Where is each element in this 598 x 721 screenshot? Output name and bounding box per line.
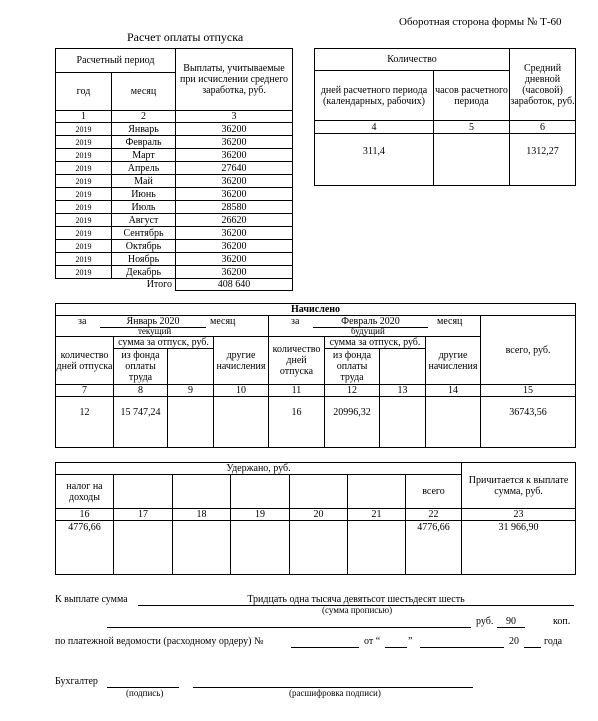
total-value: 408 640 [176,279,293,291]
col-number: 23 [462,509,576,521]
row-month: Март [112,149,176,162]
col-number: 13 [380,385,426,397]
row-year: 2019 [56,240,112,253]
row-month: Январь [112,123,176,136]
row-amount: 26620 [176,214,293,227]
payment-row [56,162,293,175]
month-line [420,636,504,648]
accrued-value [168,397,214,448]
statement-number-line [291,636,359,648]
next-month-cell [269,316,481,337]
statement-label: по платежной ведомости (расходному ордеру) № [55,636,264,647]
accrued-title: Начислено [56,304,576,316]
row-month: Июль [112,201,176,214]
row-year: 2019 [56,162,112,175]
accrued-value: 12 [56,397,114,448]
header-average: Средний дневной (часовой) заработок, руб. [510,49,576,121]
col-number: 14 [426,385,481,397]
row-year: 2019 [56,266,112,279]
withheld-value: 4776,66 [56,521,114,575]
payment-row [56,201,293,214]
row-year: 2019 [56,136,112,149]
accrued-value: 15 747,24 [114,397,168,448]
month-label: месяц [437,316,463,327]
days-value: 311,4 [315,134,434,186]
next-month: Февраль 2020 [313,316,428,328]
payments-table [55,48,293,291]
month-label: месяц [210,316,236,327]
row-month: Октябрь [112,240,176,253]
payment-row [56,227,293,240]
header-from-fund: из фонда оплаты труда [114,349,168,385]
withheld-value [348,521,406,575]
accrued-value: 20996,32 [325,397,380,448]
decode-caption: (расшифровка подписи) [289,688,381,698]
header-tax: налог на доходы [56,475,114,509]
col-number: 11 [269,385,325,397]
col-number: 17 [114,509,173,521]
signature-line [107,676,179,688]
words-caption: (сумма прописью) [322,605,393,615]
row-month: Май [112,175,176,188]
col-number: 10 [214,385,269,397]
accrued-value: 36743,56 [481,397,576,448]
kop-value: 90 [497,616,525,628]
row-amount: 36200 [176,123,293,136]
header-total: всего [406,475,462,509]
payment-row [56,188,293,201]
header-period: Расчетный период [56,49,176,73]
row-month: Февраль [112,136,176,149]
row-month: Сентябрь [112,227,176,240]
row-year: 2019 [56,253,112,266]
decode-line [193,676,473,688]
current-caption: текущий [138,326,172,336]
average-value: 1312,27 [510,134,576,186]
col-number: 19 [231,509,290,521]
header-sum-leave: сумма за отпуск, руб. [325,337,426,349]
header-total: всего, руб. [481,316,576,385]
signature-caption: (подпись) [126,688,164,698]
withheld-value: 4776,66 [406,521,462,575]
accrued-value [380,397,426,448]
payment-row [56,253,293,266]
row-year: 2019 [56,175,112,188]
current-month-cell [56,316,269,337]
from-label: от “ [364,636,381,647]
col-number: 5 [434,121,510,134]
col-number: 6 [510,121,576,134]
pay-label: К выплате сумма [55,594,128,605]
col-number: 3 [176,111,293,123]
row-month: Август [112,214,176,227]
row-amount: 36200 [176,227,293,240]
next-caption: будущий [351,326,385,336]
row-amount: 36200 [176,188,293,201]
row-month: Декабрь [112,266,176,279]
withheld-value [173,521,231,575]
row-year: 2019 [56,214,112,227]
row-amount: 27640 [176,162,293,175]
accountant-label: Бухгалтер [55,676,98,687]
payment-row [56,149,293,162]
row-amount: 36200 [176,175,293,188]
row-amount: 36200 [176,266,293,279]
za-label: за [291,316,300,327]
header-other: другие начисления [214,337,269,385]
quote-close: ” [408,636,413,647]
col-number: 15 [481,385,576,397]
words-continued-line [107,616,471,628]
withheld-value [231,521,290,575]
row-amount: 28580 [176,201,293,214]
col-number: 21 [348,509,406,521]
total-label: Итого [146,279,173,291]
row-amount: 36200 [176,240,293,253]
withheld-table [55,462,576,575]
accrued-value: 16 [269,397,325,448]
accrued-table [55,303,576,448]
header-from-fund: из фонда оплаты труда [325,349,380,385]
row-month: Июнь [112,188,176,201]
year-prefix: 20 [509,636,519,647]
withheld-value [114,521,173,575]
za-label: за [78,316,87,327]
col-number: 1 [56,111,112,123]
payment-row [56,136,293,149]
payment-row [56,240,293,253]
col-number: 9 [168,385,214,397]
header-year: год [56,73,112,111]
payment-row [56,123,293,136]
header-quantity: Количество [315,49,510,71]
col-number: 7 [56,385,114,397]
header-month: месяц [112,73,176,111]
header-payable: Причитается к выплате сумма, руб. [462,463,576,509]
col-number: 2 [112,111,176,123]
rub-label: руб. [476,616,494,627]
row-year: 2019 [56,201,112,214]
row-amount: 36200 [176,136,293,149]
header-days: дней расчетного периода (календарных, рабочих) [315,71,434,121]
year-label: года [544,636,563,647]
col-number: 18 [173,509,231,521]
header-days: количество дней отпуска [269,337,325,385]
withheld-value: 31 966,90 [462,521,576,575]
payment-row [56,175,293,188]
row-amount: 36200 [176,149,293,162]
header-days-leave: количество дней отпуска [56,337,114,385]
header-sum-leave: сумма за отпуск, руб. [114,337,214,349]
accrued-value [426,397,481,448]
col-number: 8 [114,385,168,397]
day-line [385,636,407,648]
withheld-title: Удержано, руб. [56,463,462,475]
row-month: Ноябрь [112,253,176,266]
form-reference: Оборотная сторона формы № Т-60 [399,16,562,28]
current-month: Январь 2020 [100,316,206,328]
col-number: 4 [315,121,434,134]
col-number: 16 [56,509,114,521]
average-earnings-table [314,48,576,186]
col-number: 20 [290,509,348,521]
year-line [524,636,541,648]
col-number: 12 [325,385,380,397]
row-year: 2019 [56,149,112,162]
amount-words: Тридцать одна тысяча девятьсот шестьдесят шесть [138,594,574,606]
withheld-value [290,521,348,575]
row-year: 2019 [56,188,112,201]
row-year: 2019 [56,123,112,136]
row-year: 2019 [56,227,112,240]
row-amount: 36200 [176,253,293,266]
hours-value [434,134,510,186]
payment-row [56,266,293,279]
header-payments: Выплаты, учитываемые при исчислении среднего заработка, руб. [176,49,293,111]
row-month: Апрель [112,162,176,175]
payment-row [56,214,293,227]
col-number: 22 [406,509,462,521]
accrued-value [214,397,269,448]
header-other: другие начисления [426,337,481,385]
kop-label: коп. [553,616,571,627]
page-title: Расчет оплаты отпуска [127,30,244,44]
header-hours: часов расчетного периода [434,71,510,121]
